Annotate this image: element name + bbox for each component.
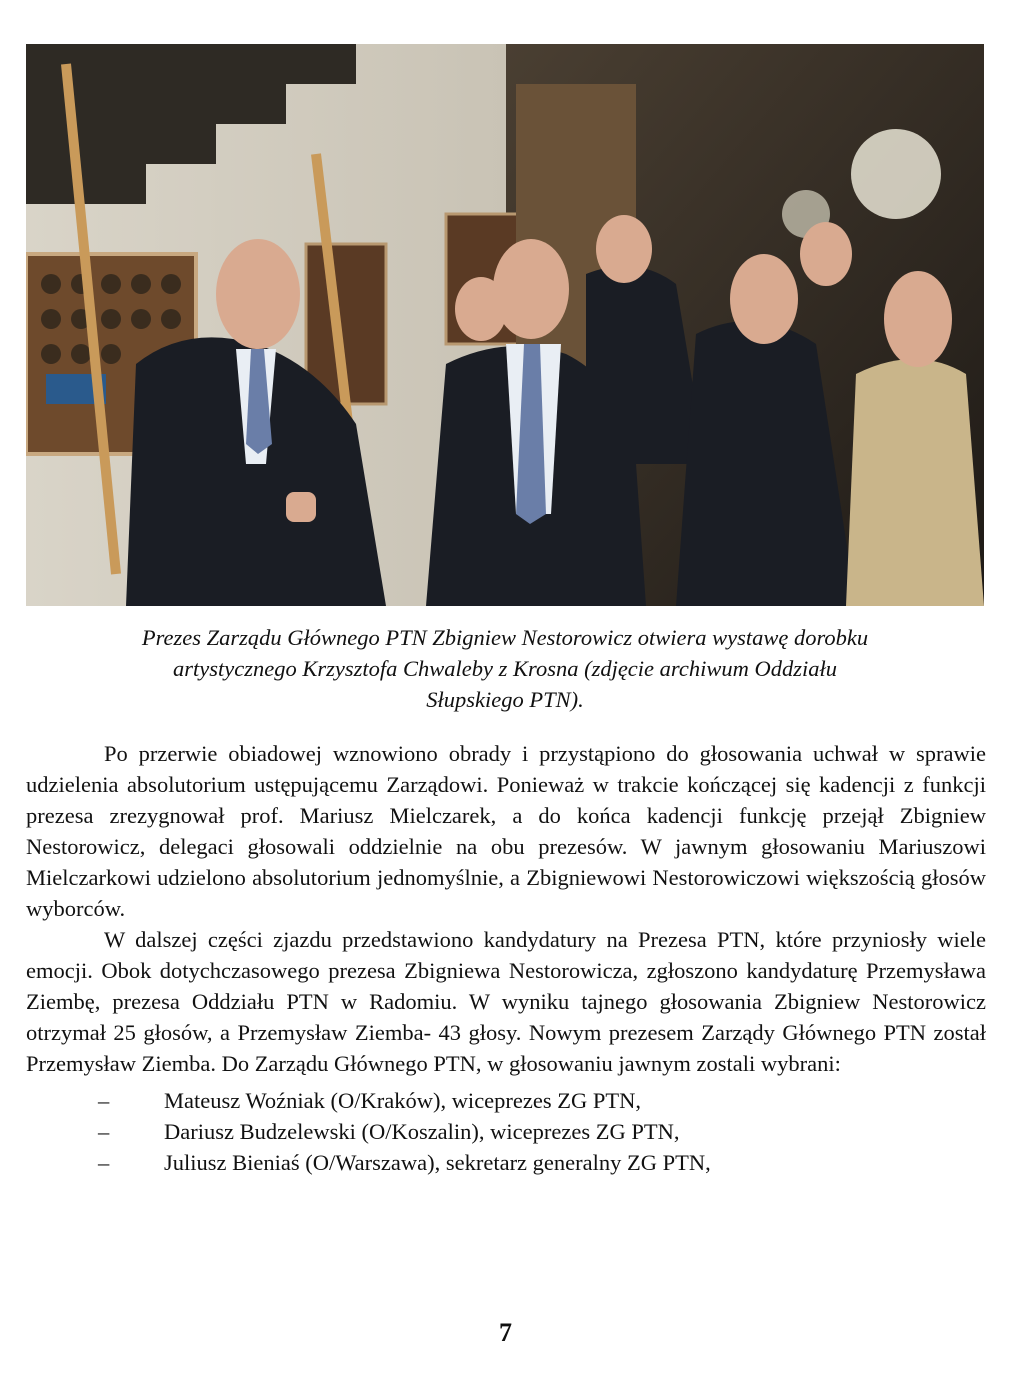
photograph-icon: [26, 44, 984, 606]
page-number: 7: [499, 1318, 512, 1347]
exhibition-photo: [26, 44, 984, 606]
paragraph-1: Po przerwie obiadowej wznowiono obrady i przystąpiono do głosowania uchwał w sprawie udzielenia absolutorium ustępującemu Zarządowi. Ponieważ w trakcie kończącej się kadencji z funkcji prezesa zrezygnował prof. Mariusz Mielczarek, a do końca kadencji funkcję przejął Zbigniew Nestorowicz, delegaci głosowali oddzielnie na obu prezesów. W jawnym głosowaniu Mariuszowi Mielczarkowi udzielono absolutorium jednomyślnie, a Zbigniewowi Nestorowiczowi większością głosów wyborców.: [26, 741, 986, 921]
list-dash: –: [98, 1088, 110, 1113]
list-item: [26, 1116, 986, 1147]
caption-line-2: artystycznego Krzysztofa Chwaleby z Krosna (zdjęcie archiwum Oddziału: [173, 656, 837, 681]
list-dash: –: [98, 1119, 110, 1144]
caption-line-1: Prezes Zarządu Głównego PTN Zbigniew Nestorowicz otwiera wystawę dorobku: [141, 625, 869, 650]
board-member-list: [26, 1085, 986, 1178]
list-item-text: Mateusz Woźniak (O/Kraków), wiceprezes ZG PTN,: [164, 1088, 641, 1113]
list-item-text: Juliusz Bieniaś (O/Warszawa), sekretarz generalny ZG PTN,: [164, 1150, 711, 1175]
list-item: [26, 1147, 986, 1178]
paragraph-2: W dalszej części zjazdu przedstawiono kandydatury na Prezesa PTN, które przyniosły wiele emocji. Obok dotychczasowego prezesa Zbigniewa Nestorowicza, zgłoszono kandydaturę Przemysława Ziembę, prezesa Oddziału PTN w Radomiu. W wyniku tajnego głosowania Zbigniew Nestorowicz otrzymał 25 głosów, a Przemysław Ziemba- 43 głosy. Nowym prezesem Zarządy Głównego PTN został Przemysław Ziemba. Do Zarządu Głównego PTN, w głosowaniu jawnym zostali wybrani:: [26, 927, 986, 1076]
article-body: [26, 738, 986, 1178]
list-item-text: Dariusz Budzelewski (O/Koszalin), wiceprezes ZG PTN,: [164, 1119, 680, 1144]
list-item: [26, 1085, 986, 1116]
photo-caption: [40, 622, 970, 715]
caption-line-3: Słupskiego PTN).: [426, 687, 584, 712]
list-dash: –: [98, 1150, 110, 1175]
